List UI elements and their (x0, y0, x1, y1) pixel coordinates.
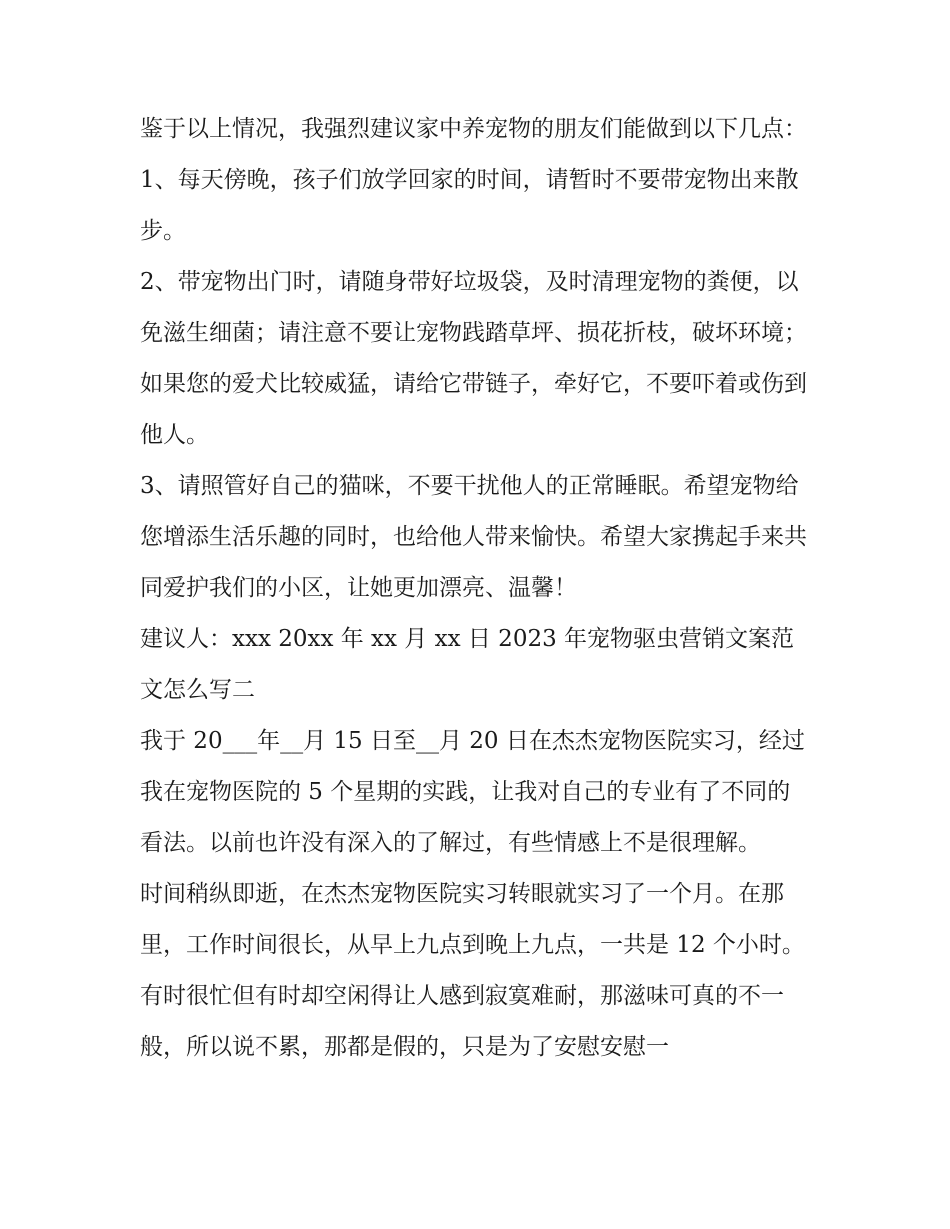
paragraph-internship-intro: 我于 20___年__月 15 日至__月 20 日在杰杰宠物医院实习，经过我在宠物医院的 5 个星期的实践，让我对自己的专业有了不同的看法。以前也许没有深入的了解过，有些情感上不是很理解。 (140, 728, 805, 856)
paragraph-recommendations-intro: 鉴于以上情况，我强烈建议家中养宠物的朋友们能做到以下几点： 1、每天傍晚，孩子们放学回家的时间，请暂时不要带宠物出来散步。 (140, 116, 807, 244)
document-body (140, 104, 812, 1073)
paragraph-recommendation-3: 3、请照管好自己的猫咪，不要干扰他人的正常睡眠。希望宠物给您增添生活乐趣的同时，也给他人带来愉快。希望大家携起手来共同爱护我们的小区，让她更加漂亮、温馨！ (140, 473, 807, 601)
paragraph-recommendation-2: 2、带宠物出门时，请随身带好垃圾袋，及时清理宠物的粪便，以免滋生细菌；请注意不要让宠物践踏草坪、损花折枝，破坏环境；如果您的爱犬比较威猛，请给它带链子，牵好它，不要吓着或伤到他人。 (140, 269, 807, 448)
paragraph-signature-and-title: 建议人：xxx 20xx 年 xx 月 xx 日 2023 年宠物驱虫营销文案范文怎么写二 (140, 626, 795, 703)
paragraph-internship-experience: 时间稍纵即逝，在杰杰宠物医院实习转眼就实习了一个月。在那里，工作时间很长，从早上九点到晚上九点，一共是 12 个小时。有时很忙但有时却空闲得让人感到寂寞难耐，那滋味可真的不一般，所以说不累，那都是假的，只是为了安慰安慰一 (140, 881, 805, 1060)
